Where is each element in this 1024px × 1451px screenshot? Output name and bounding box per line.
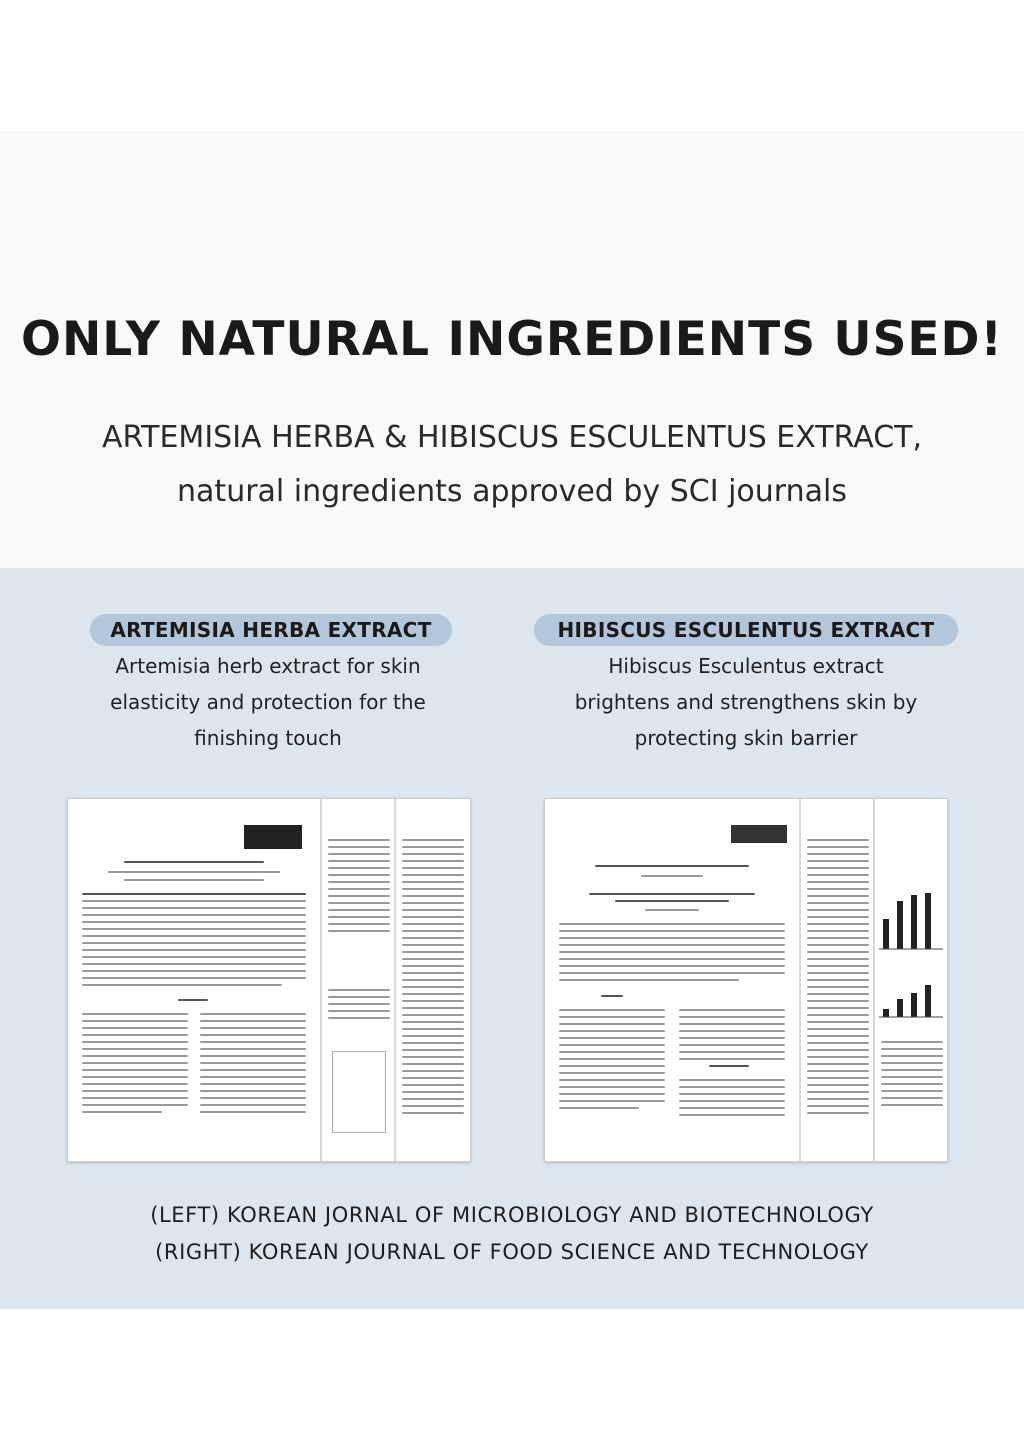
journal-page-main [68, 799, 320, 1161]
hibiscus-description-line: protecting skin barrier [634, 726, 858, 750]
subheadline-line-1: ARTEMISIA HERBA & HIBISCUS ESCULENTUS EXTRACT, [101, 420, 923, 455]
artemisia-description-line: elasticity and protection for the [110, 690, 426, 714]
artemisia-description-line: Artemisia herb extract for skin [115, 654, 421, 678]
journal-logo [244, 825, 302, 849]
bar-chart-figure [877, 849, 947, 1019]
hibiscus-description-line: brightens and strengthens skin by [574, 690, 918, 714]
journal-page-column [799, 799, 875, 1161]
hibiscus-label-badge: HIBISCUS ESCULENTUS EXTRACT [534, 614, 958, 646]
journal-logo [731, 825, 787, 843]
journal-page-column [320, 799, 396, 1161]
page-title: ONLY NATURAL INGREDIENTS USED! [21, 312, 1003, 367]
artemisia-label-badge: ARTEMISIA HERBA EXTRACT [90, 614, 452, 646]
journal-page-column [394, 799, 471, 1161]
subheadline-line-2: natural ingredients approved by SCI journals [177, 474, 847, 509]
journal-scan-right [544, 798, 948, 1162]
bottom-blank-band [0, 1309, 1024, 1451]
artemisia-description [80, 648, 456, 756]
hibiscus-description [550, 648, 942, 756]
journal-page-main [545, 799, 799, 1161]
top-blank-band [0, 0, 1024, 130]
right-journal-caption: (RIGHT) KOREAN JOURNAL OF FOOD SCIENCE AND TECHNOLOGY [155, 1240, 869, 1264]
flowchart-figure [332, 1051, 386, 1133]
artemisia-description-line: finishing touch [194, 726, 342, 750]
hibiscus-description-line: Hibiscus Esculentus extract [608, 654, 884, 678]
journal-page-figures [873, 799, 948, 1161]
journal-scan-left [67, 798, 471, 1162]
left-journal-caption: (LEFT) KOREAN JORNAL OF MICROBIOLOGY AND BIOTECHNOLOGY [150, 1203, 874, 1227]
